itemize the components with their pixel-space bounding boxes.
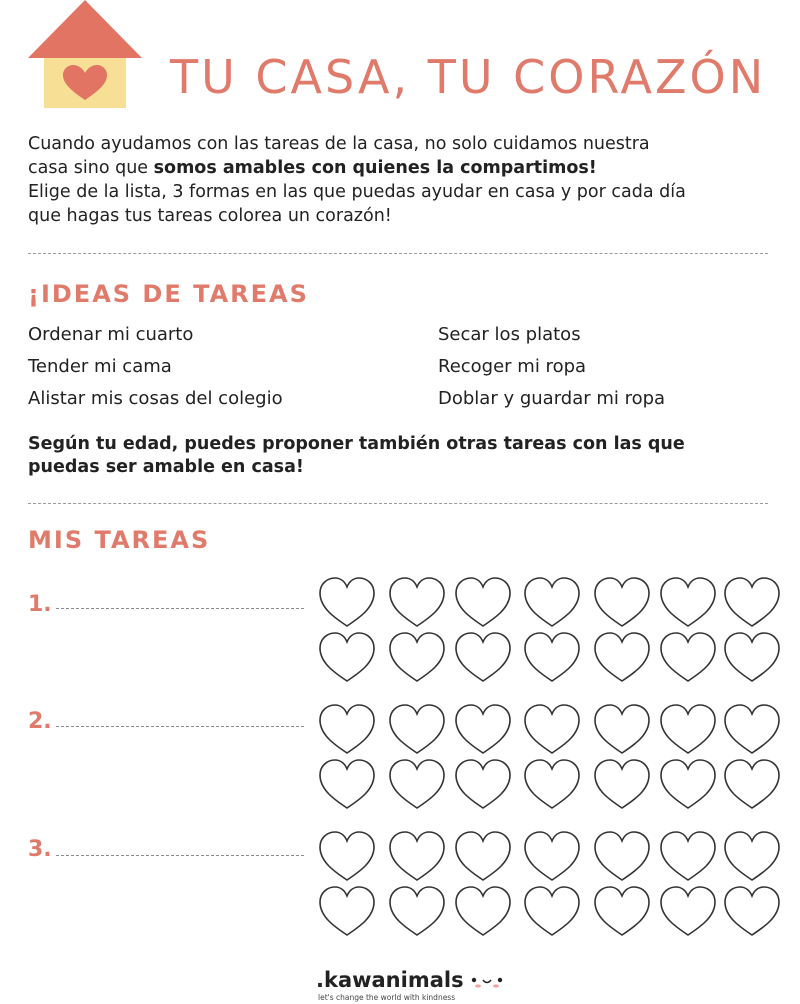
heart-outline-icon[interactable] <box>658 885 718 937</box>
tasks-heading: MIS TAREAS <box>28 526 211 554</box>
intro-text: casa sino que <box>28 158 154 178</box>
divider <box>28 503 768 504</box>
heart-outline-icon[interactable] <box>592 885 652 937</box>
heart-outline-icon[interactable] <box>722 703 782 755</box>
intro-line: que hagas tus tareas colorea un corazón! <box>28 206 392 226</box>
page-title: TU CASA, TU CORAZÓN <box>170 50 767 104</box>
task-number-1: 1. <box>28 592 52 617</box>
heart-outline-icon[interactable] <box>317 631 377 683</box>
note-line: Según tu edad, puedes proponer también otras tareas con las que <box>28 434 685 454</box>
heart-outline-icon[interactable] <box>387 830 447 882</box>
heart-outline-icon[interactable] <box>592 758 652 810</box>
heart-outline-icon[interactable] <box>387 703 447 755</box>
kawaii-face-icon <box>470 975 504 989</box>
heart-outline-icon[interactable] <box>592 631 652 683</box>
heart-outline-icon[interactable] <box>522 631 582 683</box>
idea-item: Alistar mis cosas del colegio <box>28 388 283 409</box>
heart-outline-icon[interactable] <box>658 830 718 882</box>
intro-paragraph <box>28 132 768 228</box>
heart-outline-icon[interactable] <box>387 576 447 628</box>
heart-outline-icon[interactable] <box>317 830 377 882</box>
heart-outline-icon[interactable] <box>453 830 513 882</box>
heart-outline-icon[interactable] <box>317 885 377 937</box>
heart-outline-icon[interactable] <box>522 576 582 628</box>
heart-outline-icon[interactable] <box>722 576 782 628</box>
idea-item: Ordenar mi cuarto <box>28 324 194 345</box>
heart-outline-icon[interactable] <box>722 885 782 937</box>
heart-outline-icon[interactable] <box>658 631 718 683</box>
heart-outline-icon[interactable] <box>453 576 513 628</box>
idea-item: Tender mi cama <box>28 356 172 377</box>
brand-tagline: let's change the world with kindness <box>318 993 456 1002</box>
idea-item: Secar los platos <box>438 324 581 345</box>
heart-outline-icon[interactable] <box>317 576 377 628</box>
intro-emphasis: somos amables con quienes la compartimos! <box>153 158 597 178</box>
heart-outline-icon[interactable] <box>592 830 652 882</box>
heart-outline-icon[interactable] <box>658 703 718 755</box>
brand-logo-text: .kawanimals <box>316 968 464 992</box>
heart-outline-icon[interactable] <box>658 758 718 810</box>
idea-item: Recoger mi ropa <box>438 356 587 377</box>
note-line: puedas ser amable en casa! <box>28 457 304 477</box>
heart-outline-icon[interactable] <box>453 703 513 755</box>
heart-outline-icon[interactable] <box>522 758 582 810</box>
intro-line: Elige de la lista, 3 formas en las que puedas ayudar en casa y por cada día <box>28 182 686 202</box>
heart-outline-icon[interactable] <box>453 758 513 810</box>
heart-outline-icon[interactable] <box>592 703 652 755</box>
heart-outline-icon[interactable] <box>722 830 782 882</box>
task-write-line-2[interactable] <box>56 726 304 727</box>
ideas-heading: ¡IDEAS DE TAREAS <box>28 280 309 308</box>
heart-outline-icon[interactable] <box>522 703 582 755</box>
heart-outline-icon[interactable] <box>387 758 447 810</box>
heart-outline-icon[interactable] <box>658 576 718 628</box>
task-number-3: 3. <box>28 837 52 862</box>
divider <box>28 253 768 254</box>
age-note <box>28 433 748 479</box>
heart-outline-icon[interactable] <box>722 758 782 810</box>
heart-outline-icon[interactable] <box>317 758 377 810</box>
task-write-line-3[interactable] <box>56 855 304 856</box>
house-heart-icon <box>28 0 142 110</box>
heart-outline-icon[interactable] <box>453 885 513 937</box>
intro-line: Cuando ayudamos con las tareas de la casa, no solo cuidamos nuestra <box>28 134 650 154</box>
heart-outline-icon[interactable] <box>592 576 652 628</box>
heart-outline-icon[interactable] <box>317 703 377 755</box>
heart-outline-icon[interactable] <box>387 885 447 937</box>
heart-outline-icon[interactable] <box>453 631 513 683</box>
intro-line <box>28 156 768 180</box>
heart-outline-icon[interactable] <box>722 631 782 683</box>
heart-outline-icon[interactable] <box>522 830 582 882</box>
task-number-2: 2. <box>28 709 52 734</box>
task-write-line-1[interactable] <box>56 608 304 609</box>
idea-item: Doblar y guardar mi ropa <box>438 388 666 409</box>
heart-outline-icon[interactable] <box>387 631 447 683</box>
heart-outline-icon[interactable] <box>522 885 582 937</box>
